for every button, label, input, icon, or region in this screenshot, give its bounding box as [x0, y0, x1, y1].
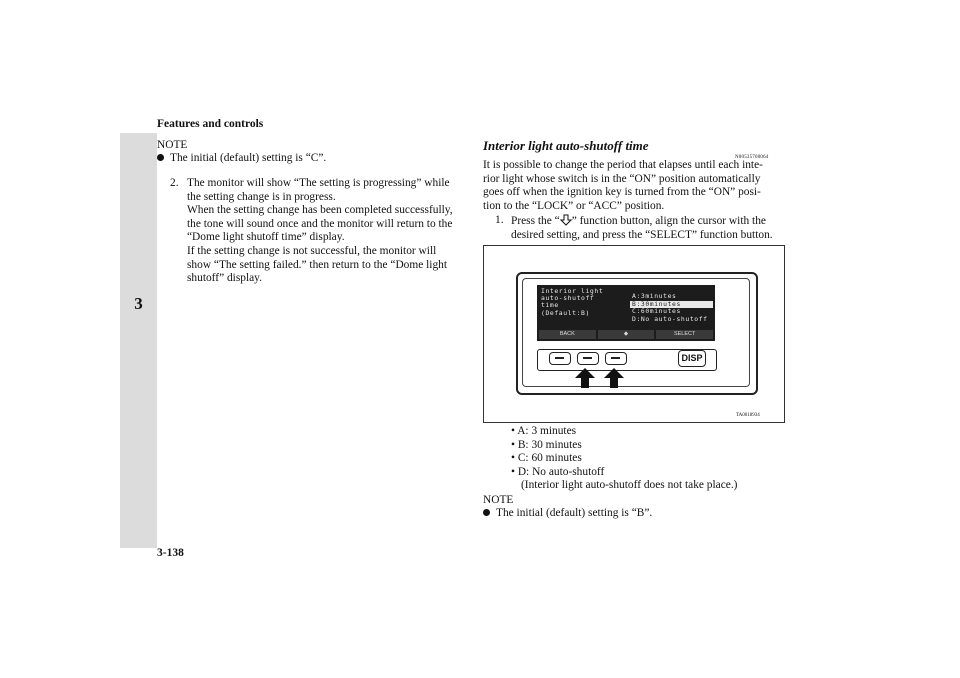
note-text: The initial (default) setting is “B”.	[496, 507, 653, 519]
step-1-text	[511, 214, 786, 242]
text-line: rior light whose switch is in the “ON” position automatically	[483, 172, 761, 185]
lcd-screen	[537, 285, 715, 341]
step-number: 1.	[495, 214, 504, 226]
text-line: “Dome light shutoff time” display.	[187, 231, 345, 244]
disp-button[interactable]: DISP	[678, 350, 706, 367]
list-item: • C: 60 minutes	[511, 452, 582, 465]
up-arrow-icon	[575, 368, 595, 388]
figure-code: TA0018934	[736, 413, 760, 418]
section-title: Interior light auto-shutoff time	[483, 138, 649, 153]
page-number: 3-138	[157, 547, 184, 559]
function-button-1[interactable]	[549, 352, 571, 365]
note-label: NOTE	[157, 139, 188, 151]
text-line: If the setting change is not successful, the monitor will	[187, 244, 437, 257]
softkey-select-label: SELECT	[656, 330, 713, 339]
chapter-number: 3	[134, 294, 143, 313]
note-bullet	[483, 507, 652, 521]
lcd-option-selected: B:30minutes	[630, 301, 713, 309]
lcd-option: C:60minutes	[632, 307, 681, 316]
text-line: desired setting, and press the “SELECT” function button.	[511, 228, 773, 241]
up-arrow-icon	[604, 368, 624, 388]
text-line: show “The setting failed.” then return to the “Dome light	[187, 258, 448, 271]
lcd-option: A:3minutes	[632, 292, 677, 300]
text-line: the tone will sound once and the monitor will return to the	[187, 217, 453, 230]
lcd-left-text	[541, 288, 603, 317]
note-bullet	[157, 152, 326, 166]
intro-paragraph	[483, 159, 783, 213]
text-line: the setting change is in progress.	[187, 190, 336, 203]
lcd-line: Interior light	[541, 287, 604, 295]
text-line: Press the “ ” function button, align the cursor with the	[511, 215, 766, 227]
text-line: The monitor will show “The setting is progressing” while	[187, 177, 450, 189]
text-line: tion to the “LOCK” or “ACC” position.	[483, 199, 665, 212]
step-number: 2.	[170, 177, 179, 189]
options-list	[511, 425, 786, 493]
pointer-arrows	[574, 367, 634, 389]
bullet-icon	[483, 509, 490, 516]
bullet-icon	[157, 154, 164, 161]
text-line: When the setting change has been completed successfully,	[187, 204, 453, 217]
text-line: It is possible to change the period that elapses until each inte-	[483, 159, 763, 171]
reference-code: N00535700064	[735, 155, 769, 160]
list-item-note: (Interior light auto-shutoff does not take place.)	[521, 479, 738, 492]
text-line: shutoff” display.	[187, 272, 262, 285]
lcd-options	[630, 293, 713, 323]
down-arrow-icon	[560, 214, 572, 226]
note-label: NOTE	[483, 494, 514, 506]
list-item: • D: No auto-shutoff	[511, 465, 605, 478]
chapter-tab	[120, 133, 157, 548]
softkey-arrow-label: ◆	[598, 330, 655, 339]
softkey-row	[539, 330, 713, 339]
text-line: goes off when the ignition key is turned from the “ON” posi-	[483, 186, 761, 199]
softkey-back-label: BACK	[539, 330, 596, 339]
note-text: The initial (default) setting is “C”.	[170, 152, 327, 164]
function-button-3[interactable]	[605, 352, 627, 365]
step-2-text	[187, 177, 462, 286]
display-figure	[483, 245, 785, 423]
function-button-2[interactable]	[577, 352, 599, 365]
lcd-option: D:No auto-shutoff	[632, 314, 708, 323]
section-header: Features and controls	[157, 118, 264, 130]
lcd-line: time	[541, 301, 559, 310]
lcd-line: auto-shutoff	[541, 294, 595, 303]
list-item: • B: 30 minutes	[511, 438, 582, 451]
list-item: • A: 3 minutes	[511, 425, 577, 437]
lcd-line: (Default:B)	[541, 308, 590, 317]
